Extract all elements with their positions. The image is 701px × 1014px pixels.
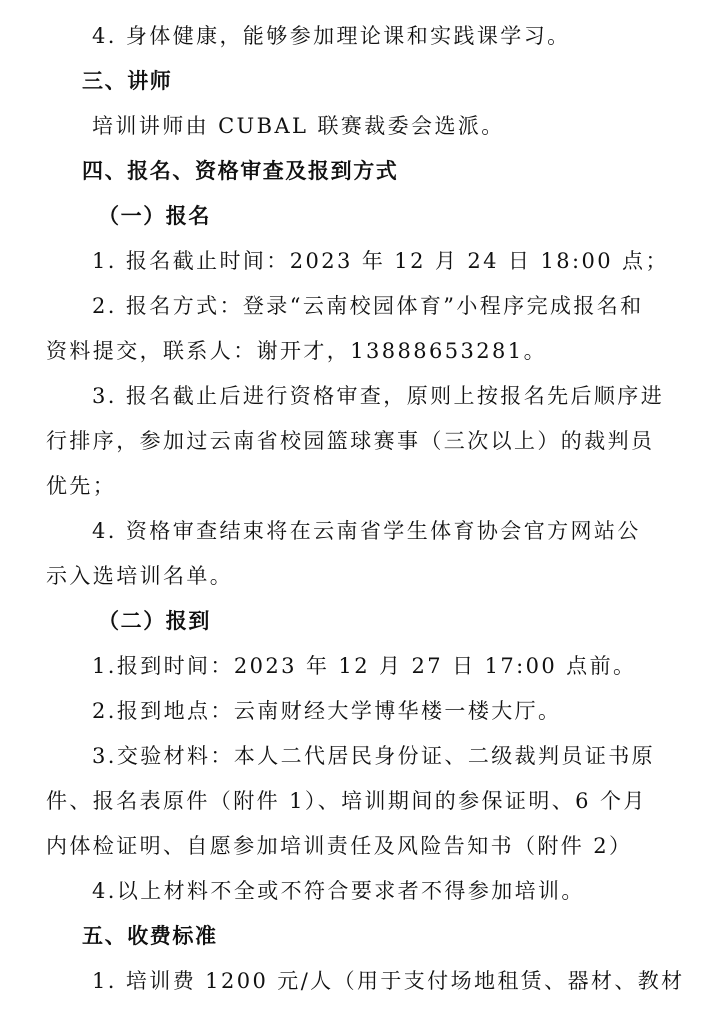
signup-item-3-line-3: 优先； — [46, 474, 117, 498]
fees-item-1: 1. 培训费 1200 元/人（用于支付场地租赁、器材、教材 — [92, 969, 685, 993]
checkin-item-3-line-3: 内体检证明、自愿参加培训责任及风险告知书（附件 2） — [46, 834, 633, 858]
signup-item-4-line-2: 示入选培训名单。 — [46, 564, 234, 588]
signup-item-3-line-1: 3. 报名截止后进行资格审查，原则上按报名先后顺序进 — [92, 384, 665, 408]
section-heading-fees: 五、收费标准 — [82, 924, 218, 948]
checkin-item-3-line-1: 3.交验材料：本人二代居民身份证、二级裁判员证书原 — [92, 744, 656, 768]
eligibility-item-4: 4. 身体健康，能够参加理论课和实践课学习。 — [92, 24, 571, 48]
checkin-item-3-line-2: 件、报名表原件（附件 1）、培训期间的参保证明、6 个月 — [46, 789, 647, 813]
section-heading-instructors: 三、讲师 — [82, 69, 173, 93]
signup-item-3-line-2: 行排序，参加过云南省校园篮球赛事（三次以上）的裁判员 — [46, 429, 655, 453]
section-heading-registration: 四、报名、资格审查及报到方式 — [82, 159, 399, 183]
checkin-item-1: 1.报到时间：2023 年 12 月 27 日 17:00 点前。 — [92, 654, 637, 678]
signup-item-2-line-1: 2. 报名方式：登录“云南校园体育”小程序完成报名和 — [92, 294, 644, 318]
checkin-item-4: 4.以上材料不全或不符合要求者不得参加培训。 — [92, 879, 585, 903]
subsection-heading-signup: （一）报名 — [98, 204, 211, 228]
subsection-heading-checkin: （二）报到 — [98, 609, 211, 633]
signup-item-2-line-2: 资料提交，联系人：谢开才，13888653281。 — [46, 339, 547, 363]
signup-item-4-line-1: 4. 资格审查结束将在云南省学生体育协会官方网站公 — [92, 519, 641, 543]
instructors-paragraph: 培训讲师由 CUBAL 联赛裁委会选派。 — [92, 114, 505, 138]
signup-item-1: 1. 报名截止时间：2023 年 12 月 24 日 18:00 点； — [92, 249, 669, 273]
checkin-item-2: 2.报到地点：云南财经大学博华楼一楼大厅。 — [92, 699, 562, 723]
